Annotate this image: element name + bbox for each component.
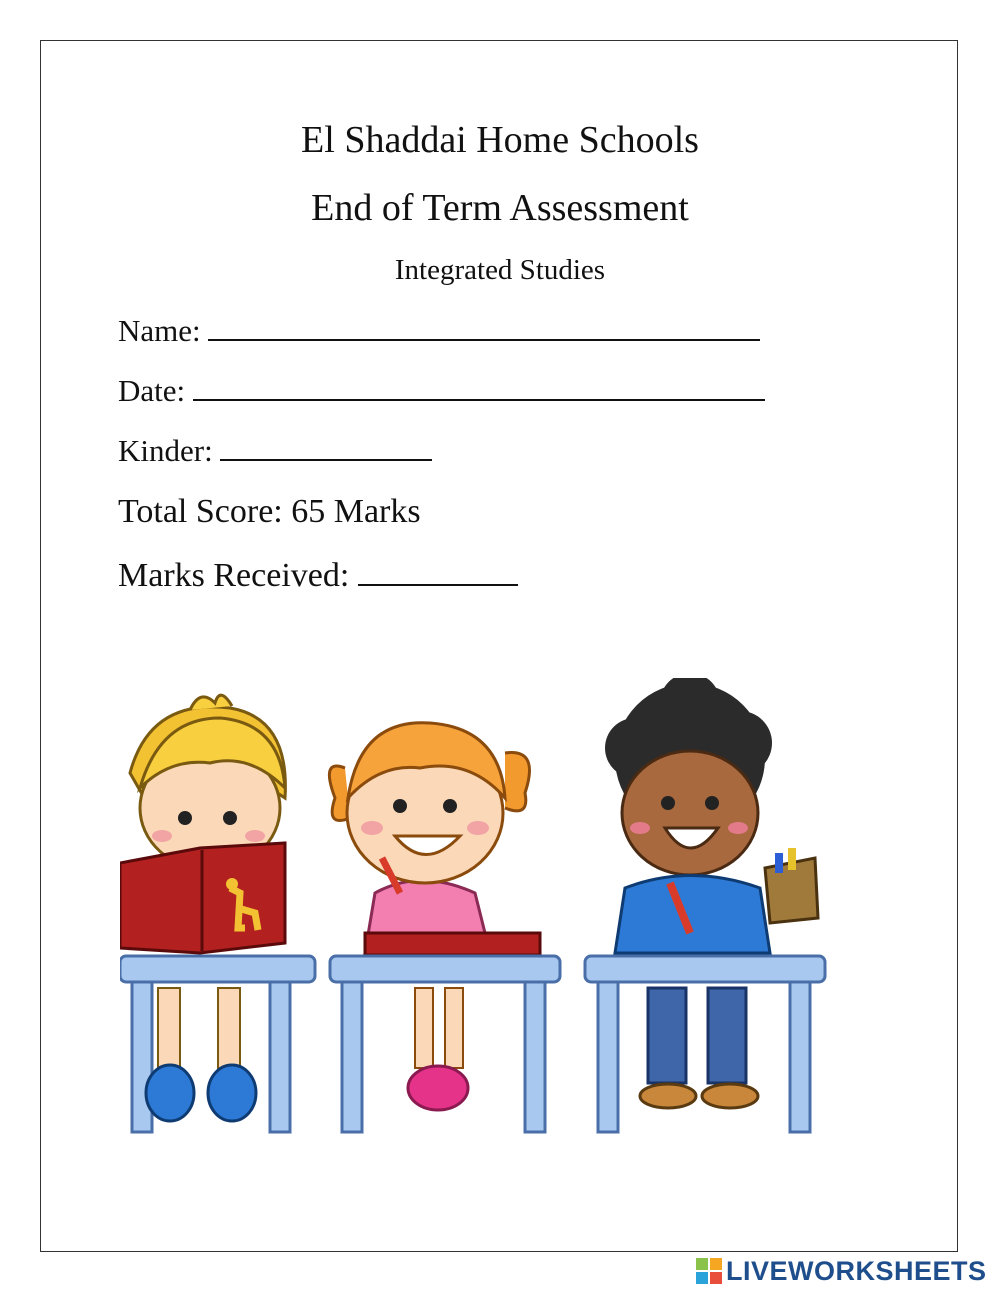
marks-received-blank[interactable]: [358, 558, 518, 586]
name-blank[interactable]: [208, 313, 760, 341]
marks-received-label: Marks Received:: [118, 557, 350, 594]
kinder-label: Kinder:: [118, 433, 213, 468]
school-name: El Shaddai Home Schools: [301, 119, 699, 161]
kinder-field: [118, 433, 432, 469]
total-score: Total Score: 65 Marks: [118, 493, 421, 530]
assessment-title: End of Term Assessment: [311, 187, 689, 229]
date-field: [118, 373, 765, 409]
marks-received-field: [118, 557, 518, 595]
children-at-desks-illustration: [120, 678, 830, 1140]
name-label: Name:: [118, 313, 201, 348]
subject-title: Integrated Studies: [394, 254, 606, 286]
legs-and-shoes: [146, 988, 758, 1121]
liveworksheets-logo-icon: [696, 1258, 722, 1284]
girl-writing-figure: [329, 723, 540, 955]
date-label: Date:: [118, 373, 186, 408]
name-field: [118, 313, 760, 349]
date-blank[interactable]: [193, 373, 765, 401]
kinder-blank[interactable]: [220, 433, 432, 461]
boy-curly-figure: [605, 678, 818, 953]
boy-reading-figure: [120, 695, 285, 953]
brand-text: LIVEWORKSHEETS: [726, 1255, 987, 1286]
liveworksheets-brand[interactable]: [696, 1256, 987, 1286]
